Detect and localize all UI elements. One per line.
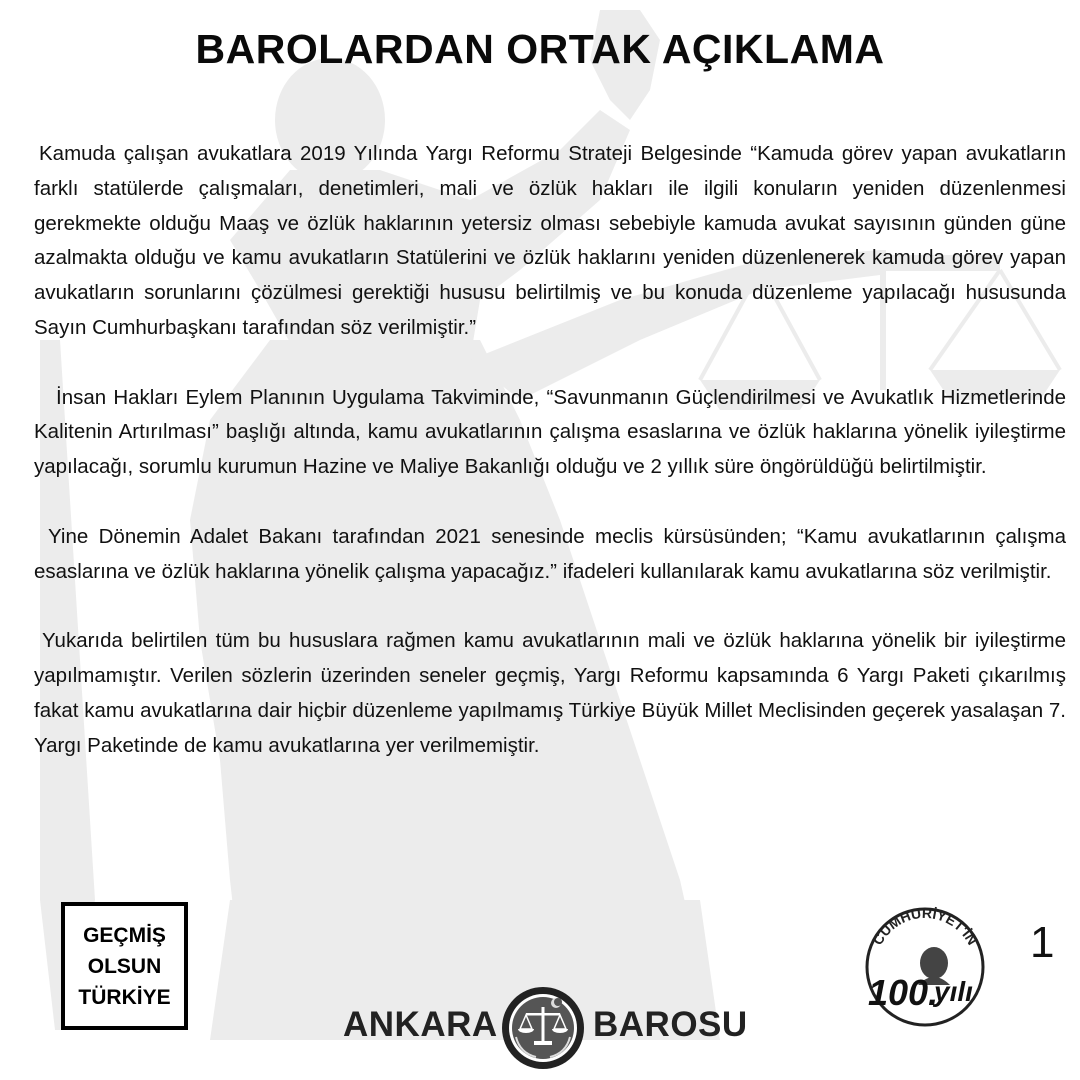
logo-word-ankara: ANKARA [343,1005,498,1044]
centenary-top-text: CUMHURİYET'İN [869,905,981,948]
badge-line-1: GEÇMİŞ [83,923,166,947]
badge-line-2: OLSUN [87,954,162,978]
badge-line-3: TÜRKİYE [78,985,171,1009]
logo-word-barosu: BAROSU [593,1005,748,1044]
cumhuriyet-100-yili-emblem [862,905,988,1030]
centenary-number: 100. [868,972,939,1013]
paragraph-3: Yine Dönemin Adalet Bakanı tarafından 2021 senesinde meclis kürsüsünden; “Kamu avukatlarının çalışma esaslarına ve özlük haklarına yönelik çalışma yapacağız.” ifadeleri kullanılarak kamu avukatlarına söz verilmiştir. [34,524,1066,583]
centenary-suffix: yılı [934,976,973,1007]
paragraph-2: İnsan Hakları Eylem Planının Uygulama Takviminde, “Savunmanın Güçlendirilmesi ve Avukatlık Hizmetlerinde Kalitenin Artırılması” başlığı altında, kamu avukatlarının çalışma esaslarına ve özlük haklarına yönelik iyileştirme yapılacağı, sorumlu kurumun Hazine ve Maliye Bakanlığı olduğu ve 2 yıllık süre öngörüldüğü belirtilmiştir. [34,385,1066,479]
gecmis-olsun-badge [61,902,188,1030]
paragraph-4: Yukarıda belirtilen tüm bu hususlara rağmen kamu avukatlarının mali ve özlük haklarına yönelik bir iyileştirme yapılmamıştır. Verilen sözlerin üzerinden seneler geçmiş, Yargı Reformu kapsamında 6 Yargı Paketi çıkarılmış fakat kamu avukatlarına dair hiçbir düzenleme yapılmamış Türkiye Büyük Millet Meclisinden geçerek yasalaşan 7. Yargı Paketinde de kamu avukatlarına yer verilmemiştir. [34,629,1066,757]
page-number: 1 [1030,918,1055,967]
bar-association-emblem-icon [500,985,586,1071]
ankara-barosu-logo [343,985,748,1067]
statement-body [34,137,1066,798]
page-title: BAROLARDAN ORTAK AÇIKLAMA [195,26,885,72]
paragraph-1: Kamuda çalışan avukatlara 2019 Yılında Yargı Reformu Strateji Belgesinde “Kamuda görev yapan avukatların farklı statülerde çalışmaları, denetimleri, mali ve özlük hakları ile ilgili konuların yeniden düzenlenmesi gerekmekte olduğu Maaş ve özlük haklarının yetersiz olması sebebiyle kamuda avukat sayısının günden güne azalmakta olduğu ve kamu avukatların Statülerini ve özlük haklarını yeniden düzenlenerek kamuda görev yapan avukatların sorunlarını çözülmesi gerektiği hususu belirtilmiş ve bu konuda düzenleme yapılacağı hususunda Sayın Cumhurbaşkanı tarafından söz verilmiştir.” [34,142,1066,339]
